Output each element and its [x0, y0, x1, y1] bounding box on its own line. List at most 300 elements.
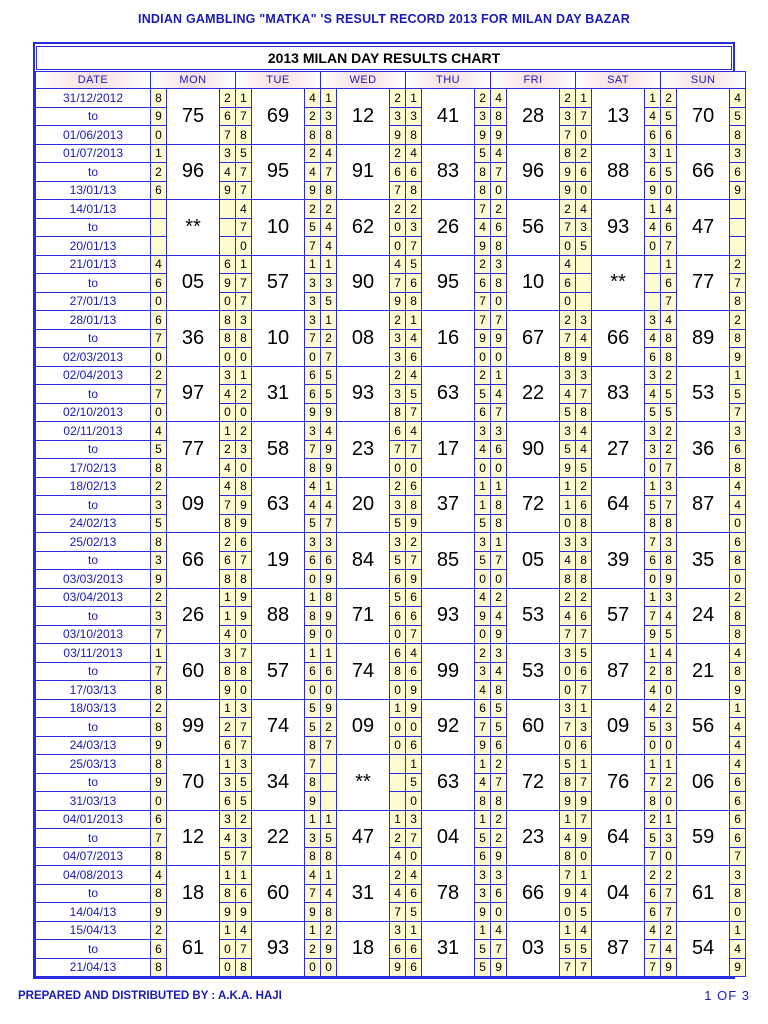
- jodi-result: 36: [167, 311, 220, 367]
- close-panel-digit: 6: [390, 422, 406, 441]
- close-panel-digit: 9: [305, 625, 321, 644]
- table-row: [36, 699, 746, 718]
- open-panel-digit: 2: [406, 533, 422, 552]
- close-panel-digit: 4: [220, 477, 236, 496]
- jodi-result: 99: [167, 699, 220, 755]
- close-panel-digit: 3: [390, 107, 406, 126]
- open-panel-digit: 4: [236, 921, 252, 940]
- open-panel-digit: 9: [236, 588, 252, 607]
- open-panel-digit: 4: [151, 866, 167, 885]
- open-panel-digit: 2: [491, 588, 507, 607]
- open-panel-digit: 8: [236, 477, 252, 496]
- date-cell: to: [36, 440, 151, 459]
- open-panel-digit: 0: [151, 403, 167, 422]
- open-panel-digit: 4: [406, 366, 422, 385]
- open-panel-digit: 6: [151, 181, 167, 200]
- date-cell: to: [36, 884, 151, 903]
- date-cell: 02/03/2013: [36, 348, 151, 367]
- close-panel-digit: 6: [305, 366, 321, 385]
- close-panel-digit: 1: [560, 810, 576, 829]
- open-panel-digit: 1: [236, 866, 252, 885]
- close-panel-digit: 1: [475, 810, 491, 829]
- jodi-result: 66: [507, 866, 560, 922]
- open-panel-digit: 8: [661, 551, 677, 570]
- open-panel-digit: 6: [576, 736, 592, 755]
- open-panel-digit: 2: [576, 144, 592, 163]
- open-panel-digit: 9: [491, 847, 507, 866]
- jodi-result: 56: [507, 200, 560, 256]
- close-panel-digit: [390, 792, 406, 811]
- open-panel-digit: 5: [491, 718, 507, 737]
- open-panel-digit: 2: [661, 866, 677, 885]
- date-cell: 21/01/13: [36, 255, 151, 274]
- jodi-result: 10: [252, 200, 305, 256]
- close-panel-digit: 0: [560, 514, 576, 533]
- jodi-result: 31: [337, 866, 390, 922]
- open-panel-digit: 0: [236, 459, 252, 478]
- close-panel-digit: 5: [390, 588, 406, 607]
- jodi-result: 47: [677, 200, 730, 256]
- open-panel-digit: 6: [151, 940, 167, 959]
- jodi-result: 90: [337, 255, 390, 311]
- open-panel-digit: 7: [236, 181, 252, 200]
- open-panel-digit: 2: [321, 200, 337, 219]
- close-panel-digit: 4: [560, 255, 576, 274]
- open-panel-digit: 1: [321, 311, 337, 330]
- open-panel-digit: 8: [491, 107, 507, 126]
- close-panel-digit: 9: [220, 181, 236, 200]
- open-panel-digit: 9: [151, 736, 167, 755]
- close-panel-digit: 6: [390, 940, 406, 959]
- close-panel-digit: 8: [305, 459, 321, 478]
- open-panel-digit: 6: [491, 218, 507, 237]
- open-panel-digit: 1: [321, 810, 337, 829]
- open-panel-digit: 3: [576, 218, 592, 237]
- close-panel-digit: 6: [645, 348, 661, 367]
- open-panel-digit: 7: [321, 736, 337, 755]
- close-panel-digit: 1: [475, 477, 491, 496]
- close-panel-digit: 2: [475, 644, 491, 663]
- open-panel-digit: 7: [151, 329, 167, 348]
- open-panel-digit: 6: [406, 736, 422, 755]
- open-panel-digit: 4: [491, 921, 507, 940]
- close-panel-digit: [645, 274, 661, 293]
- open-panel-digit: 5: [406, 903, 422, 922]
- jodi-result: 97: [167, 366, 220, 422]
- open-panel-digit: 7: [406, 829, 422, 848]
- open-panel-digit: 8: [321, 903, 337, 922]
- close-panel-digit: 2: [305, 200, 321, 219]
- date-cell: to: [36, 274, 151, 293]
- open-panel-digit: 6: [576, 163, 592, 182]
- close-panel-digit: 1: [645, 588, 661, 607]
- close-panel-digit: 6: [390, 607, 406, 626]
- close-panel-digit: 8: [645, 792, 661, 811]
- close-panel-digit: 6: [305, 551, 321, 570]
- close-panel-digit: 1: [220, 607, 236, 626]
- jodi-result: 53: [507, 644, 560, 700]
- close-panel-digit: 4: [220, 829, 236, 848]
- open-panel-digit: 3: [236, 311, 252, 330]
- open-panel-digit: 0: [406, 847, 422, 866]
- open-panel-digit: 0: [491, 292, 507, 311]
- open-panel-digit: 3: [321, 107, 337, 126]
- open-panel-digit: 7: [236, 644, 252, 663]
- close-panel-digit: 5: [645, 718, 661, 737]
- close-panel-digit: 9: [475, 903, 491, 922]
- close-panel-digit: 0: [305, 348, 321, 367]
- close-panel-digit: 9: [730, 958, 746, 977]
- open-panel-digit: 3: [576, 533, 592, 552]
- table-row: [36, 755, 746, 774]
- open-panel-digit: 2: [661, 422, 677, 441]
- open-panel-digit: 9: [491, 126, 507, 145]
- close-panel-digit: 4: [560, 385, 576, 404]
- open-panel-digit: 1: [321, 644, 337, 663]
- jodi-result: 63: [252, 477, 305, 533]
- close-panel-digit: 5: [475, 940, 491, 959]
- close-panel-digit: 7: [560, 625, 576, 644]
- open-panel-digit: 2: [491, 200, 507, 219]
- jodi-result: **: [592, 255, 645, 311]
- close-panel-digit: 4: [475, 440, 491, 459]
- close-panel-digit: 1: [730, 699, 746, 718]
- close-panel-digit: 0: [220, 292, 236, 311]
- jodi-result: 89: [677, 311, 730, 367]
- close-panel-digit: 6: [730, 792, 746, 811]
- date-cell: 18/03/13: [36, 699, 151, 718]
- close-panel-digit: 4: [560, 607, 576, 626]
- date-cell: to: [36, 773, 151, 792]
- close-panel-digit: 4: [730, 718, 746, 737]
- close-panel-digit: 4: [475, 773, 491, 792]
- date-cell: 01/06/2013: [36, 126, 151, 145]
- open-panel-digit: 5: [406, 773, 422, 792]
- close-panel-digit: 3: [475, 884, 491, 903]
- jodi-result: 64: [592, 477, 645, 533]
- open-panel-digit: 3: [576, 718, 592, 737]
- close-panel-digit: 0: [560, 292, 576, 311]
- table-row: [36, 311, 746, 330]
- close-panel-digit: 4: [560, 829, 576, 848]
- jodi-result: 10: [252, 311, 305, 367]
- open-panel-digit: 3: [661, 718, 677, 737]
- prepared-by: PREPARED AND DISTRIBUTED BY : A.K.A. HAJI: [18, 990, 282, 1002]
- close-panel-digit: 1: [645, 89, 661, 108]
- close-panel-digit: 2: [390, 866, 406, 885]
- close-panel-digit: 0: [390, 681, 406, 700]
- open-panel-digit: 6: [236, 533, 252, 552]
- jodi-result: 31: [422, 921, 475, 977]
- close-panel-digit: [220, 200, 236, 219]
- close-panel-digit: [220, 218, 236, 237]
- close-panel-digit: 7: [645, 958, 661, 977]
- close-panel-digit: 5: [475, 958, 491, 977]
- open-panel-digit: 8: [576, 403, 592, 422]
- open-panel-digit: 6: [576, 662, 592, 681]
- close-panel-digit: 4: [305, 496, 321, 515]
- close-panel-digit: 1: [305, 588, 321, 607]
- close-panel-digit: 1: [475, 496, 491, 515]
- open-panel-digit: 4: [491, 89, 507, 108]
- open-panel-digit: 8: [236, 329, 252, 348]
- table-row: [36, 144, 746, 163]
- close-panel-digit: 7: [390, 903, 406, 922]
- date-cell: 20/01/13: [36, 237, 151, 256]
- date-cell: 13/01/13: [36, 181, 151, 200]
- close-panel-digit: 4: [220, 163, 236, 182]
- close-panel-digit: 6: [730, 773, 746, 792]
- close-panel-digit: 1: [645, 200, 661, 219]
- close-panel-digit: 8: [475, 163, 491, 182]
- open-panel-digit: 8: [661, 329, 677, 348]
- jodi-result: 39: [592, 533, 645, 589]
- close-panel-digit: [730, 237, 746, 256]
- open-panel-digit: 6: [576, 496, 592, 515]
- jodi-result: 93: [252, 921, 305, 977]
- jodi-result: 10: [507, 255, 560, 311]
- open-panel-digit: 5: [321, 385, 337, 404]
- jodi-result: 88: [252, 588, 305, 644]
- close-panel-digit: 7: [390, 274, 406, 293]
- close-panel-digit: 6: [645, 126, 661, 145]
- open-panel-digit: 2: [236, 385, 252, 404]
- open-panel-digit: 2: [661, 921, 677, 940]
- open-panel-digit: 7: [406, 625, 422, 644]
- open-panel-digit: 4: [661, 940, 677, 959]
- jodi-result: 36: [677, 422, 730, 478]
- close-panel-digit: 6: [220, 551, 236, 570]
- open-panel-digit: 8: [576, 570, 592, 589]
- close-panel-digit: 9: [560, 459, 576, 478]
- open-panel-digit: 9: [491, 329, 507, 348]
- open-panel-digit: 2: [151, 699, 167, 718]
- open-panel-digit: 5: [321, 829, 337, 848]
- open-panel-digit: 2: [406, 200, 422, 219]
- open-panel-digit: 9: [151, 773, 167, 792]
- close-panel-digit: 7: [645, 607, 661, 626]
- close-panel-digit: 8: [560, 144, 576, 163]
- table-row: [36, 366, 746, 385]
- open-panel-digit: 2: [236, 810, 252, 829]
- close-panel-digit: 0: [645, 570, 661, 589]
- open-panel-digit: 4: [576, 329, 592, 348]
- open-panel-digit: 9: [491, 958, 507, 977]
- table-row: [36, 200, 746, 219]
- jodi-result: 78: [422, 866, 475, 922]
- close-panel-digit: 5: [645, 403, 661, 422]
- open-panel-digit: 7: [151, 662, 167, 681]
- close-panel-digit: 0: [305, 958, 321, 977]
- close-panel-digit: 2: [390, 144, 406, 163]
- open-panel-digit: 3: [661, 477, 677, 496]
- close-panel-digit: 7: [560, 218, 576, 237]
- close-panel-digit: 1: [305, 255, 321, 274]
- header-row: [36, 72, 746, 89]
- close-panel-digit: 7: [560, 126, 576, 145]
- close-panel-digit: 8: [220, 662, 236, 681]
- close-panel-digit: 9: [220, 681, 236, 700]
- header-thu: THU: [406, 72, 491, 89]
- close-panel-digit: 9: [475, 237, 491, 256]
- close-panel-digit: 3: [220, 810, 236, 829]
- open-panel-digit: 1: [321, 89, 337, 108]
- date-cell: 02/11/2013: [36, 422, 151, 441]
- open-panel-digit: 7: [406, 237, 422, 256]
- close-panel-digit: 4: [730, 755, 746, 774]
- close-panel-digit: 4: [645, 681, 661, 700]
- open-panel-digit: 3: [236, 755, 252, 774]
- open-panel-digit: 4: [321, 218, 337, 237]
- open-panel-digit: 9: [236, 496, 252, 515]
- open-panel-digit: 0: [491, 459, 507, 478]
- date-cell: 02/04/2013: [36, 366, 151, 385]
- header-tue: TUE: [236, 72, 321, 89]
- date-cell: to: [36, 829, 151, 848]
- open-panel-digit: 9: [151, 107, 167, 126]
- close-panel-digit: 0: [560, 736, 576, 755]
- open-panel-digit: 6: [661, 274, 677, 293]
- open-panel-digit: 8: [406, 496, 422, 515]
- close-panel-digit: 5: [475, 551, 491, 570]
- open-panel-digit: 5: [236, 792, 252, 811]
- open-panel-digit: 0: [151, 348, 167, 367]
- close-panel-digit: 3: [390, 921, 406, 940]
- close-panel-digit: 0: [475, 625, 491, 644]
- open-panel-digit: 2: [661, 366, 677, 385]
- close-panel-digit: 9: [475, 736, 491, 755]
- open-panel-digit: 8: [661, 348, 677, 367]
- close-panel-digit: 6: [220, 792, 236, 811]
- close-panel-digit: 7: [645, 533, 661, 552]
- close-panel-digit: 1: [220, 866, 236, 885]
- open-panel-digit: 7: [321, 163, 337, 182]
- close-panel-digit: 2: [305, 144, 321, 163]
- close-panel-digit: 2: [560, 311, 576, 330]
- close-panel-digit: 5: [305, 514, 321, 533]
- open-panel-digit: 3: [151, 607, 167, 626]
- close-panel-digit: 1: [475, 921, 491, 940]
- jodi-result: 77: [677, 255, 730, 311]
- date-cell: to: [36, 163, 151, 182]
- jodi-result: 17: [422, 422, 475, 478]
- open-panel-digit: 2: [151, 366, 167, 385]
- header-date: DATE: [36, 72, 151, 89]
- open-panel-digit: 0: [236, 348, 252, 367]
- close-panel-digit: 1: [305, 921, 321, 940]
- date-cell: 17/03/13: [36, 681, 151, 700]
- date-cell: 25/03/13: [36, 755, 151, 774]
- open-panel-digit: 5: [661, 625, 677, 644]
- close-panel-digit: 7: [305, 329, 321, 348]
- close-panel-digit: 2: [220, 89, 236, 108]
- close-panel-digit: 4: [475, 588, 491, 607]
- close-panel-digit: 8: [730, 551, 746, 570]
- close-panel-digit: 6: [645, 903, 661, 922]
- table-row: [36, 810, 746, 829]
- close-panel-digit: 3: [220, 773, 236, 792]
- open-panel-digit: 7: [236, 274, 252, 293]
- close-panel-digit: 4: [220, 625, 236, 644]
- close-panel-digit: 9: [220, 274, 236, 293]
- open-panel-digit: 2: [321, 718, 337, 737]
- close-panel-digit: 7: [560, 718, 576, 737]
- jodi-result: 92: [422, 699, 475, 755]
- close-panel-digit: 8: [730, 662, 746, 681]
- open-panel-digit: 7: [491, 163, 507, 182]
- date-cell: 15/04/13: [36, 921, 151, 940]
- open-panel-digit: 4: [491, 385, 507, 404]
- jodi-result: **: [167, 200, 220, 256]
- close-panel-digit: 9: [305, 792, 321, 811]
- open-panel-digit: 4: [321, 144, 337, 163]
- open-panel-digit: 2: [576, 588, 592, 607]
- jodi-result: 09: [337, 699, 390, 755]
- close-panel-digit: 8: [390, 662, 406, 681]
- close-panel-digit: 7: [475, 718, 491, 737]
- close-panel-digit: 3: [560, 644, 576, 663]
- close-panel-digit: 5: [220, 847, 236, 866]
- open-panel-digit: 2: [661, 773, 677, 792]
- close-panel-digit: 2: [220, 440, 236, 459]
- open-panel-digit: 0: [661, 181, 677, 200]
- jodi-result: 91: [337, 144, 390, 200]
- open-panel-digit: 3: [491, 644, 507, 663]
- close-panel-digit: 7: [305, 237, 321, 256]
- date-cell: 31/03/13: [36, 792, 151, 811]
- open-panel-digit: 5: [661, 163, 677, 182]
- close-panel-digit: 0: [390, 718, 406, 737]
- jodi-result: 75: [167, 89, 220, 145]
- close-panel-digit: 6: [475, 699, 491, 718]
- jodi-result: 61: [677, 866, 730, 922]
- open-panel-digit: 3: [236, 699, 252, 718]
- open-panel-digit: 9: [406, 699, 422, 718]
- open-panel-digit: 6: [661, 218, 677, 237]
- open-panel-digit: 0: [321, 625, 337, 644]
- close-panel-digit: 5: [560, 755, 576, 774]
- close-panel-digit: 0: [220, 403, 236, 422]
- close-panel-digit: 1: [730, 366, 746, 385]
- close-panel-digit: 7: [475, 311, 491, 330]
- open-panel-digit: 0: [321, 958, 337, 977]
- jodi-result: 72: [507, 755, 560, 811]
- close-panel-digit: 7: [645, 773, 661, 792]
- open-panel-digit: 7: [236, 718, 252, 737]
- open-panel-digit: 4: [321, 884, 337, 903]
- open-panel-digit: 4: [661, 200, 677, 219]
- open-panel-digit: 6: [491, 736, 507, 755]
- open-panel-digit: 8: [491, 237, 507, 256]
- open-panel-digit: 2: [661, 440, 677, 459]
- close-panel-digit: 6: [220, 107, 236, 126]
- close-panel-digit: 0: [730, 514, 746, 533]
- close-panel-digit: 1: [645, 477, 661, 496]
- close-panel-digit: 8: [390, 403, 406, 422]
- open-panel-digit: 0: [661, 792, 677, 811]
- open-panel-digit: 0: [491, 570, 507, 589]
- open-panel-digit: 4: [406, 422, 422, 441]
- close-panel-digit: 2: [220, 718, 236, 737]
- open-panel-digit: 6: [491, 884, 507, 903]
- open-panel-digit: 7: [236, 736, 252, 755]
- close-panel-digit: 6: [305, 385, 321, 404]
- open-panel-digit: 7: [576, 810, 592, 829]
- close-panel-digit: 1: [390, 810, 406, 829]
- jodi-result: 06: [677, 755, 730, 811]
- close-panel-digit: 6: [220, 736, 236, 755]
- open-panel-digit: 8: [236, 662, 252, 681]
